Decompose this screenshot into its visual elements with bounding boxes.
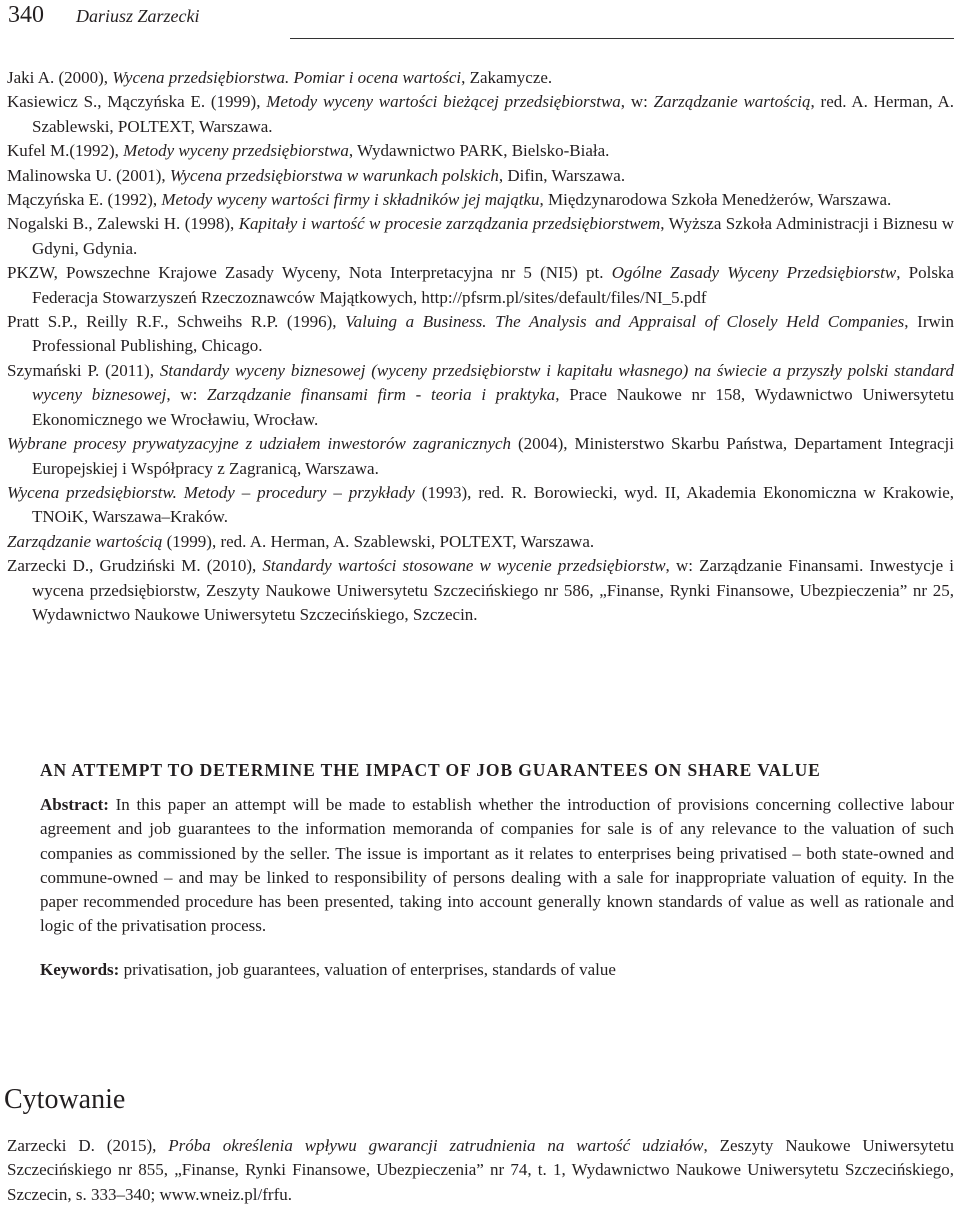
text-run: , Wydawnictwo PARK, Bielsko-Biała. (348, 141, 610, 161)
italic-title: Próba określenia wpływu gwarancji zatrudnienia na wartość udziałów (168, 1136, 704, 1155)
text-run: Szymański P. (2011), (7, 360, 160, 380)
text-run: , w: Zarządzanie Finansami. Inwestycje i wycena przedsiębiorstw, Zeszyty Naukowe Uniwersytetu Szczecińskiego nr 586, „Finanse, Rynki Finansowe, Ubezpieczenia” nr 25, Wydawnictwo Naukowe Uniwersytetu Szczecińskiego, Szczecin. (32, 556, 954, 624)
reference-entry (7, 359, 954, 432)
text-run: Zarzecki D., Grudziński M. (2010), (7, 556, 263, 576)
italic-title: Standardy wyceny biznesowej (wyceny przedsiębiorstw i kapitału własnego) na świecie a przyszły polski standard wyceny biznesowej (32, 360, 954, 405)
text-run: (1993), red. R. Borowiecki, wyd. II, Akademia Ekonomiczna w Krakowie, TNOiK, Warszawa–Kraków. (32, 482, 954, 527)
reference-entry (7, 530, 954, 554)
bibliography (7, 66, 954, 627)
abstract-text: In this paper an attempt will be made to establish whether the introduction of provisions concerning collective labour agreement and job guarantees to the information memoranda of companies for sale is of any relevance to the valuation of such companies as commissioned by the seller. The issue is important as it relates to enterprises being privatised – both state-owned and commune-owned – and may be linked to responsibility of persons dealing with a sale for inappropriate valuation of equity. In the paper recommended procedure has been presented, taking into account generally known standards of value as well as rationale and logic of the privatisation process. (40, 795, 954, 936)
keywords (40, 960, 954, 980)
reference-entry (7, 554, 954, 627)
english-title: AN ATTEMPT TO DETERMINE THE IMPACT OF JOB GUARANTEES ON SHARE VALUE (40, 760, 821, 780)
reference-entry (7, 212, 954, 261)
text-run: , Zeszyty Naukowe Uniwersytetu Szczecińskiego nr 855, „Finanse, Rynki Finansowe, Ubezpieczenia” nr 74, t. 1, Wydawnictwo Naukowe Uniwersytetu Szczecińskiego, Szczecin, s. 333–340; www.wneiz.pl/frfu. (7, 1136, 954, 1204)
italic-title: Zarządzanie finansami firm - teoria i praktyka (207, 385, 556, 405)
reference-entry (7, 139, 954, 163)
text-run: , red. A. Herman, A. Szablewski, POLTEXT, Warszawa. (32, 92, 955, 136)
text-run: , Difin, Warszawa. (498, 165, 626, 185)
italic-title: Wycena przedsiębiorstw. Metody – procedury – przykłady (7, 482, 415, 502)
keywords-text: privatisation, job guarantees, valuation of enterprises, standards of value (119, 959, 616, 979)
italic-title: Metody wyceny wartości firmy i składników jej majątku (161, 190, 540, 210)
text-run: , Zakamycze. (461, 68, 553, 87)
text-run: Nogalski B., Zalewski H. (1998), (7, 214, 239, 234)
text-run: (2004), Ministerstwo Skarbu Państwa, Departament Integracji Europejskiej i Współpracy z Zagranicą, Warszawa. (32, 434, 954, 478)
keywords-label: Keywords: (40, 959, 120, 979)
reference-entry (7, 481, 954, 530)
italic-title: Kapitały i wartość w procesie zarządzania przedsiębiorstwem (238, 214, 661, 234)
abstract-label: Abstract: (40, 795, 109, 814)
text-run: Zarzecki D. (2015), (7, 1136, 169, 1155)
italic-title: Standardy wartości stosowane w wycenie przedsiębiorstw (262, 556, 666, 576)
text-run: , w: (166, 385, 208, 405)
text-run: , w: (620, 92, 654, 112)
italic-title: Metody wyceny wartości bieżącej przedsiębiorstwa (266, 92, 621, 112)
text-run: Kasiewicz S., Mączyńska E. (1999), (7, 92, 267, 112)
reference-entry (7, 188, 954, 212)
text-run: , Polska Federacja Stowarzyszeń Rzeczoznawców Majątkowych, http://pfsrm.pl/sites/default/files/NI_5.pdf (32, 263, 954, 307)
italic-title: Zarządzanie wartością (7, 531, 163, 551)
running-header (0, 0, 960, 40)
reference-entry (7, 90, 954, 139)
italic-title: Zarządzanie wartością (653, 92, 811, 112)
citation-heading: Cytowanie (4, 1084, 126, 1115)
text-run: Jaki A. (2000), (7, 68, 113, 87)
italic-title: Wycena przedsiębiorstwa w warunkach polskich (169, 165, 499, 185)
italic-title: Wybrane procesy prywatyzacyjne z udziałem inwestorów zagranicznych (7, 434, 512, 454)
text-run: (1999), red. A. Herman, A. Szablewski, POLTEXT, Warszawa. (162, 531, 595, 551)
reference-entry (7, 432, 954, 481)
reference-entry (7, 164, 954, 188)
text-run: , Międzynarodowa Szkoła Menedżerów, Warszawa. (539, 190, 892, 210)
reference-entry (7, 66, 954, 90)
text-run: Pratt S.P., Reilly R.F., Schweihs R.P. (1996), (7, 312, 346, 332)
text-run: Malinowska U. (2001), (7, 165, 170, 185)
text-run: , Wyższa Szkoła Administracji i Biznesu w Gdyni, Gdynia. (32, 214, 955, 258)
italic-title: Valuing a Business. The Analysis and Appraisal of Closely Held Companies (345, 312, 905, 332)
page-number: 340 (8, 2, 44, 28)
english-summary (40, 760, 954, 980)
citation-text (7, 1134, 954, 1207)
abstract (40, 793, 954, 939)
text-run: PKZW, Powszechne Krajowe Zasady Wyceny, Nota Interpretacyjna nr 5 (NI5) pt. (7, 263, 612, 283)
reference-entry (7, 310, 954, 359)
text-run: , Prace Naukowe nr 158, Wydawnictwo Uniwersytetu Ekonomicznego we Wrocławiu, Wrocław. (32, 385, 954, 429)
reference-entry (7, 261, 954, 310)
italic-title: Ogólne Zasady Wyceny Przedsiębiorstw (611, 263, 897, 283)
text-run: Mączyńska E. (1992), (7, 190, 162, 210)
text-run: , Irwin Professional Publishing, Chicago. (32, 312, 954, 356)
header-rule (290, 38, 954, 39)
text-run: Kufel M.(1992), (7, 141, 124, 161)
running-author: Dariusz Zarzecki (76, 6, 200, 26)
italic-title: Wycena przedsiębiorstwa. Pomiar i ocena wartości (112, 68, 462, 87)
italic-title: Metody wyceny przedsiębiorstwa (123, 141, 349, 161)
